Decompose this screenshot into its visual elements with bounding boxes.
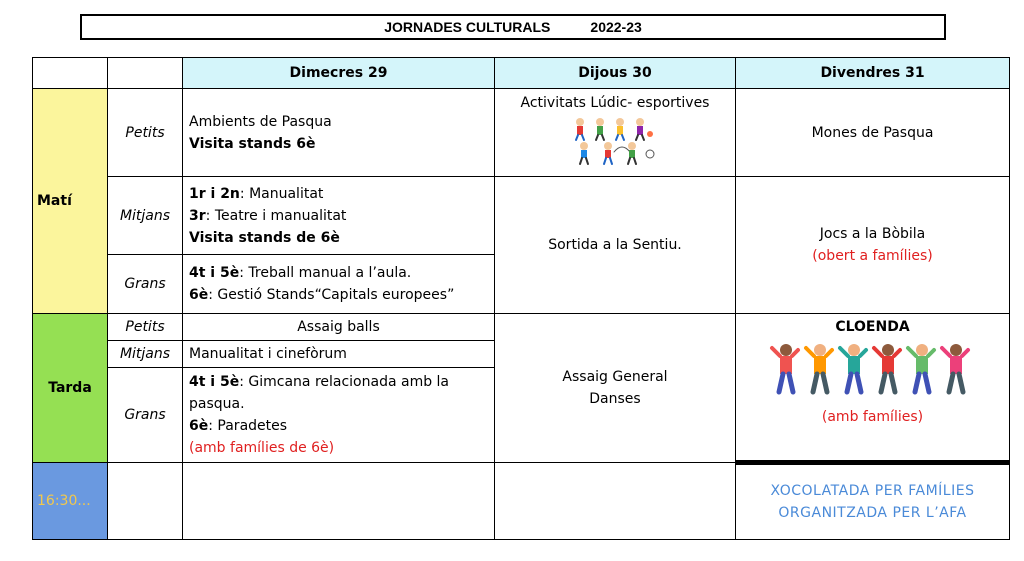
group-mitjans-tarda: Mitjans xyxy=(108,341,183,368)
document-title: JORNADES CULTURALS xyxy=(384,19,551,35)
evening-thu-empty xyxy=(495,463,736,540)
mati-wed-mitjans-line2: 3r: Teatre i manualitat xyxy=(189,207,347,224)
day-header-friday: Divendres 31 xyxy=(736,58,1010,89)
day-header-wednesday: Dimecres 29 xyxy=(183,58,495,89)
mati-petits-row xyxy=(33,89,1010,177)
corner-cell xyxy=(33,58,108,89)
mati-wed-petits xyxy=(183,89,495,177)
tarda-petits-row xyxy=(33,314,1010,341)
tarda-wed-grans-line2: 6è: Paradetes xyxy=(189,418,288,434)
corner-cell-2 xyxy=(108,58,183,89)
mati-wed-grans-line2: 6è: Gestió Stands“Capitals europees” xyxy=(189,287,455,303)
dancing-children-illustration xyxy=(736,338,1009,400)
tarda-wed-grans-line1: 4t i 5è: Gimcana relacionada amb la pasqua. xyxy=(189,374,450,412)
mati-mitjans-row xyxy=(33,177,1010,255)
mati-wed-petits-line2: Visita stands 6è xyxy=(189,135,316,152)
tarda-thu xyxy=(495,314,736,463)
day-header-thursday: Dijous 30 xyxy=(495,58,736,89)
evening-wed-empty xyxy=(183,463,495,540)
children-playing-illustration xyxy=(495,114,735,166)
tarda-thu-line1: Assaig General xyxy=(562,369,668,385)
mati-thu-rest: Sortida a la Sentiu. xyxy=(495,177,736,314)
evening-group-empty xyxy=(108,463,183,540)
mati-fri-rest-line2: (obert a famílies) xyxy=(812,248,933,264)
group-grans-tarda: Grans xyxy=(108,368,183,463)
mati-wed-mitjans-line1: 1r i 2n: Manualitat xyxy=(189,185,324,202)
mati-fri-petits: Mones de Pasqua xyxy=(736,89,1010,177)
group-petits-tarda: Petits xyxy=(108,314,183,341)
mati-wed-mitjans xyxy=(183,177,495,255)
group-petits-mati: Petits xyxy=(108,89,183,177)
mati-wed-grans-line1: 4t i 5è: Treball manual a l’aula. xyxy=(189,265,412,281)
tarda-wed-mitjans: Manualitat i cinefòrum xyxy=(183,341,495,368)
evening-fri: XOCOLATADA PER FAMÍLIES ORGANITZADA PER L’AFA xyxy=(736,463,1010,540)
day-header-row xyxy=(33,58,1010,89)
period-evening-time: 16:30... xyxy=(33,463,108,540)
mati-wed-grans xyxy=(183,255,495,314)
tarda-wed-grans xyxy=(183,368,495,463)
tarda-wed-petits: Assaig balls xyxy=(183,314,495,341)
tarda-wed-grans-line3: (amb famílies de 6è) xyxy=(189,440,335,456)
period-tarda: Tarda xyxy=(33,314,108,463)
group-grans-mati: Grans xyxy=(108,255,183,314)
mati-thu-petits xyxy=(495,89,736,177)
evening-row xyxy=(33,463,1010,540)
mati-wed-petits-line1: Ambients de Pasqua xyxy=(189,113,332,130)
schedule-table xyxy=(32,57,1010,540)
document-year: 2022-23 xyxy=(590,19,642,35)
mati-wed-mitjans-line3: Visita stands de 6è xyxy=(189,229,340,246)
document-title-box xyxy=(80,14,946,40)
mati-thu-petits-text: Activitats Lúdic- esportives xyxy=(520,95,710,111)
tarda-fri-note: (amb famílies) xyxy=(821,409,924,425)
group-mitjans-mati: Mitjans xyxy=(108,177,183,255)
tarda-fri-title: CLOENDA xyxy=(835,319,910,335)
tarda-fri xyxy=(736,314,1010,463)
mati-fri-rest xyxy=(736,177,1010,314)
mati-fri-rest-line1: Jocs a la Bòbila xyxy=(819,226,926,242)
period-mati: Matí xyxy=(33,89,108,314)
tarda-thu-line2: Danses xyxy=(589,391,641,407)
